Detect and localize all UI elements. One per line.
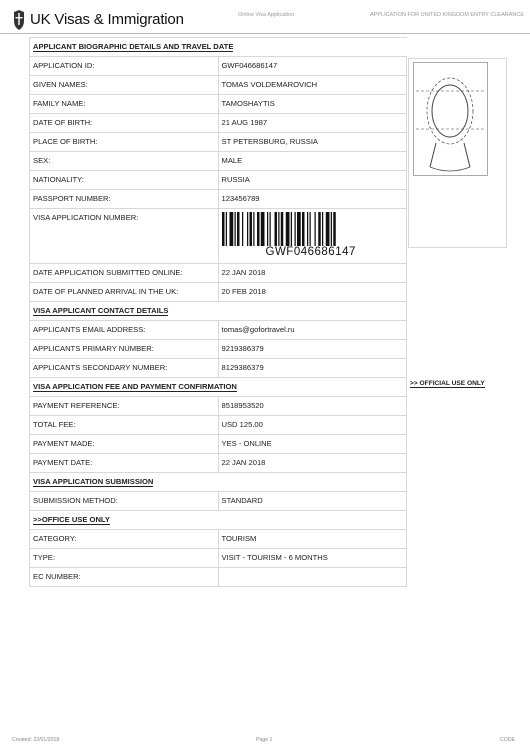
office-row <box>30 530 407 549</box>
field-label: TYPE: <box>30 549 219 568</box>
field-value: TOMAS VOLDEMAROVICH <box>218 76 407 95</box>
field-label: DATE OF PLANNED ARRIVAL IN THE UK: <box>30 283 219 302</box>
header-center-text: Online Visa Application <box>238 12 295 18</box>
royal-crest-icon <box>12 10 26 30</box>
field-value <box>218 568 407 587</box>
visa-number-row <box>30 209 407 264</box>
application-document <box>29 37 499 587</box>
field-label: DATE OF BIRTH: <box>30 114 219 133</box>
field-value: VISIT - TOURISM - 6 MONTHS <box>218 549 407 568</box>
fee-row <box>30 397 407 416</box>
field-value: 22 JAN 2018 <box>218 454 407 473</box>
field-label: PAYMENT MADE: <box>30 435 219 454</box>
field-value: 21 AUG 1987 <box>218 114 407 133</box>
bio-row <box>30 57 407 76</box>
field-label: DATE APPLICATION SUBMITTED ONLINE: <box>30 264 219 283</box>
field-label: SUBMISSION METHOD: <box>30 492 219 511</box>
field-value: USD 125.00 <box>218 416 407 435</box>
field-label: PAYMENT DATE: <box>30 454 219 473</box>
header-divider <box>0 33 530 34</box>
field-value: TOURISM <box>218 530 407 549</box>
field-value: 8518953520 <box>218 397 407 416</box>
barcode-text: GWF046686147 <box>265 246 356 258</box>
contact-row <box>30 359 407 378</box>
bio-row <box>30 152 407 171</box>
bio-row <box>30 171 407 190</box>
field-value: tomas@gofortravel.ru <box>218 321 407 340</box>
contact-row <box>30 340 407 359</box>
footer-code: CODE <box>500 737 515 743</box>
fee-row <box>30 416 407 435</box>
field-label: TOTAL FEE: <box>30 416 219 435</box>
field-label: NATIONALITY: <box>30 171 219 190</box>
bio-row <box>30 190 407 209</box>
field-value: 123456789 <box>218 190 407 209</box>
office-row <box>30 568 407 587</box>
field-value: 8129386379 <box>218 359 407 378</box>
header-right-text: APPLICATION FOR UNITED KINGDOM ENTRY CLEARANCE <box>370 12 525 18</box>
field-label: FAMILY NAME: <box>30 95 219 114</box>
field-label: APPLICANTS PRIMARY NUMBER: <box>30 340 219 359</box>
bio-row <box>30 76 407 95</box>
section-fee-heading: VISA APPLICATION FEE AND PAYMENT CONFIRMATION <box>30 378 407 397</box>
field-value: MALE <box>218 152 407 171</box>
barcode <box>222 212 404 260</box>
field-value: TAMOSHAYTIS <box>218 95 407 114</box>
fee-row <box>30 435 407 454</box>
photo-placeholder-icon <box>413 62 488 176</box>
field-label: GIVEN NAMES: <box>30 76 219 95</box>
footer-page: Page 1 <box>256 737 273 743</box>
section-contact-heading: VISA APPLICANT CONTACT DETAILS <box>30 302 407 321</box>
page-header <box>0 0 530 34</box>
brand-title: UK Visas & Immigration <box>30 11 184 28</box>
field-value: RUSSIA <box>218 171 407 190</box>
barcode-bars <box>222 212 368 246</box>
field-label: APPLICANTS EMAIL ADDRESS: <box>30 321 219 340</box>
field-label: APPLICANTS SECONDARY NUMBER: <box>30 359 219 378</box>
field-label: PAYMENT REFERENCE: <box>30 397 219 416</box>
bio-date-row <box>30 264 407 283</box>
field-label: CATEGORY: <box>30 530 219 549</box>
field-value: YES - ONLINE <box>218 435 407 454</box>
field-label: SEX: <box>30 152 219 171</box>
fee-row <box>30 454 407 473</box>
section-submission-heading: VISA APPLICATION SUBMISSION <box>30 473 407 492</box>
field-value: ST PETERSBURG, RUSSIA <box>218 133 407 152</box>
application-table <box>29 37 407 587</box>
bio-row <box>30 133 407 152</box>
bio-row <box>30 95 407 114</box>
office-row <box>30 549 407 568</box>
field-value: GWF046686147 <box>218 57 407 76</box>
field-label: APPLICATION ID: <box>30 57 219 76</box>
field-value: 9219386379 <box>218 340 407 359</box>
field-label: PASSPORT NUMBER: <box>30 190 219 209</box>
contact-row <box>30 321 407 340</box>
field-label: EC NUMBER: <box>30 568 219 587</box>
section-office-heading: >>OFFICE USE ONLY <box>30 511 407 530</box>
submission-row <box>30 492 407 511</box>
field-value: 22 JAN 2018 <box>218 264 407 283</box>
field-value: 20 FEB 2018 <box>218 283 407 302</box>
visa-number-label: VISA APPLICATION NUMBER: <box>30 209 219 264</box>
bio-row <box>30 114 407 133</box>
photo-box <box>408 58 507 248</box>
footer-created: Created: 22/01/2018 <box>12 737 60 743</box>
field-value: STANDARD <box>218 492 407 511</box>
official-use-only-link[interactable]: >> OFFICIAL USE ONLY <box>410 379 485 387</box>
field-label: PLACE OF BIRTH: <box>30 133 219 152</box>
section-bio-heading: APPLICANT BIOGRAPHIC DETAILS AND TRAVEL DATE <box>30 38 407 57</box>
bio-date-row <box>30 283 407 302</box>
